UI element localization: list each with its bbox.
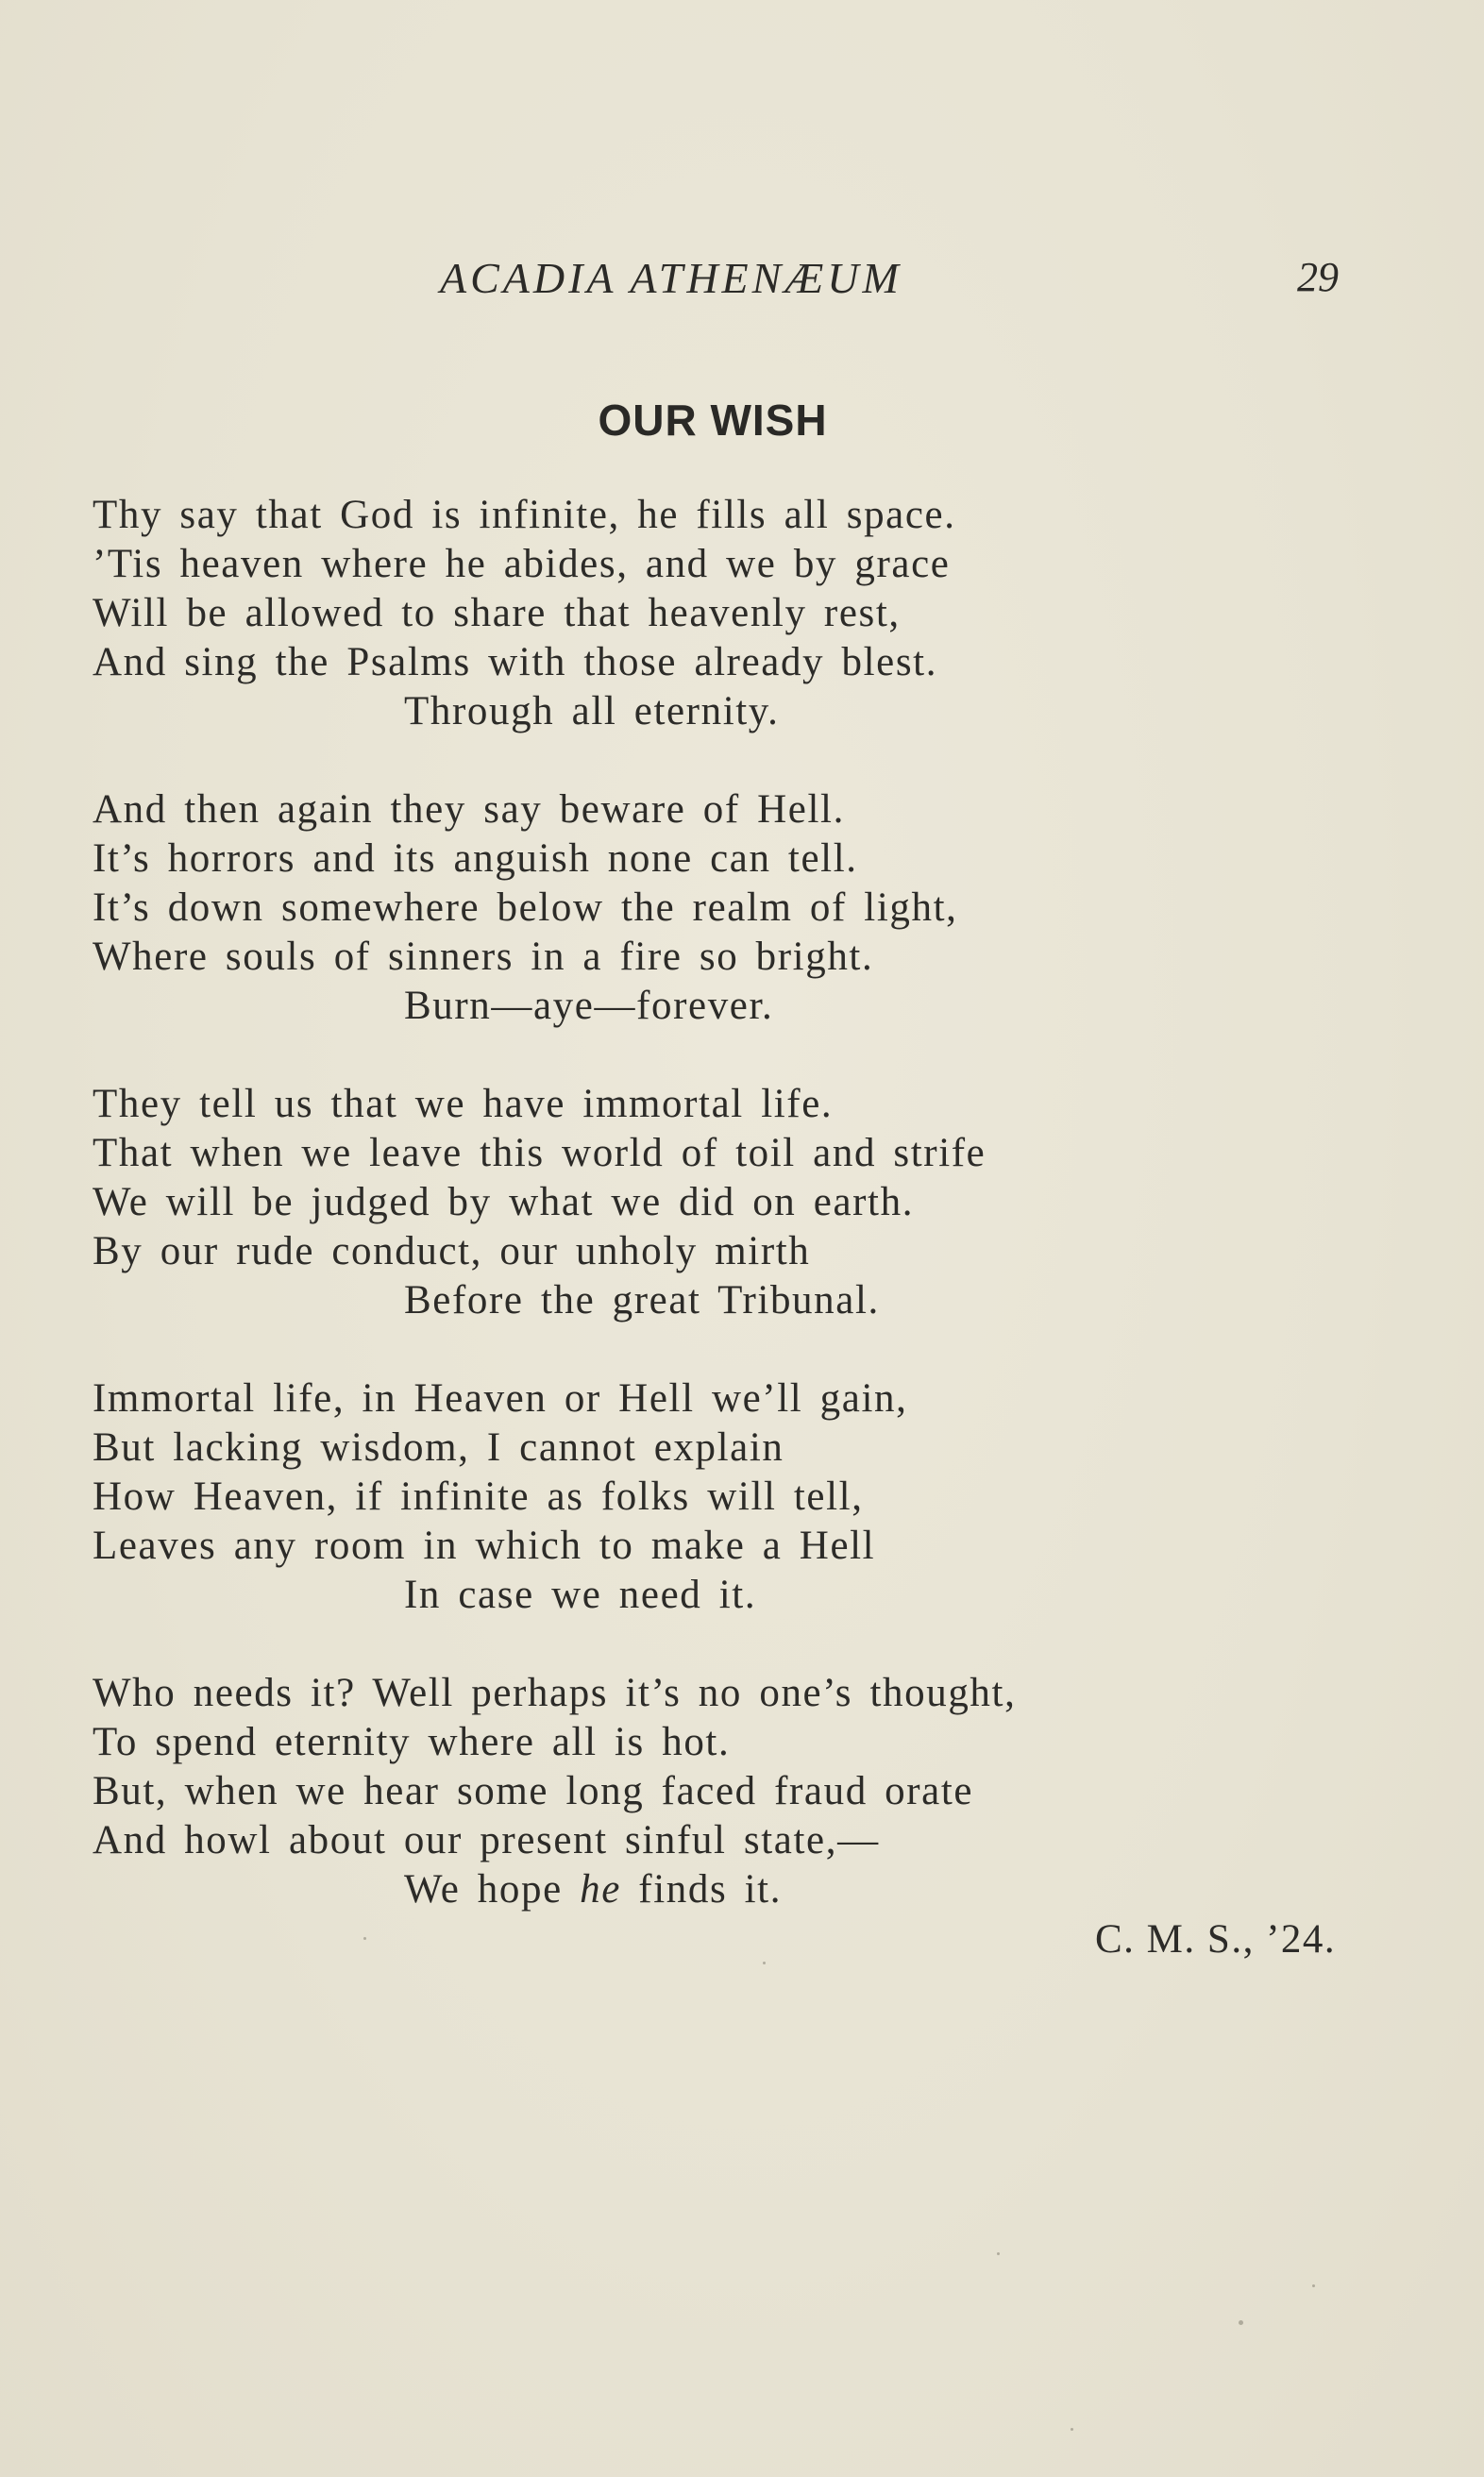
poem-line: But lacking wisdom, I cannot explain <box>93 1425 784 1470</box>
poem-body <box>93 491 1320 1963</box>
refrain-line: Before the great Tribunal. <box>404 1278 880 1323</box>
stanza-5 <box>93 1669 1320 1914</box>
paper-speck <box>363 1937 366 1940</box>
stanza-1 <box>93 491 1320 736</box>
poem-line: It’s down somewhere below the realm of light, <box>93 885 958 930</box>
stanza-3 <box>93 1080 1320 1325</box>
poem-line: ’Tis heaven where he abides, and we by grace <box>93 542 951 586</box>
refrain-after-emphasis: finds it. <box>620 1867 783 1912</box>
poem-line: Leaves any room in which to make a Hell <box>93 1524 876 1568</box>
paper-speck <box>997 2252 1000 2255</box>
poem-line: And howl about our present sinful state,— <box>93 1818 880 1862</box>
refrain-line <box>93 1865 1320 1914</box>
poem-title: OUR WISH <box>598 396 828 445</box>
poem-line: We will be judged by what we did on earth. <box>93 1180 915 1224</box>
poem-line: It’s horrors and its anguish none can tell. <box>93 836 858 881</box>
paper-speck <box>1239 2320 1243 2325</box>
poem-line: By our rude conduct, our unholy mirth <box>93 1229 811 1273</box>
refrain-line: Through all eternity. <box>404 689 780 733</box>
poem-line: To spend eternity where all is hot. <box>93 1720 731 1764</box>
poem-line: They tell us that we have immortal life. <box>93 1082 834 1126</box>
poem-line: And sing the Psalms with those already blest. <box>93 640 938 684</box>
poem-line: Will be allowed to share that heavenly rest, <box>93 591 901 635</box>
page-number: 29 <box>1297 254 1339 300</box>
refrain-line: Burn—aye—forever. <box>404 984 774 1028</box>
paper-speck <box>1312 2284 1315 2287</box>
stanza-2 <box>93 785 1320 1031</box>
journal-title: ACADIA ATHENÆUM <box>440 254 902 302</box>
poem-line: That when we leave this world of toil and strife <box>93 1131 987 1175</box>
paper-speck <box>1071 2428 1073 2431</box>
stanza-4 <box>93 1374 1320 1620</box>
refrain-emphasis: he <box>580 1867 621 1912</box>
poem-line: But, when we hear some long faced fraud orate <box>93 1769 974 1813</box>
poem-line: Where souls of sinners in a fire so bright. <box>93 935 874 979</box>
refrain-before-emphasis: We hope <box>404 1867 581 1912</box>
poem-line: Who needs it? Well perhaps it’s no one’s thought, <box>93 1671 1017 1715</box>
poem-line: Immortal life, in Heaven or Hell we’ll gain, <box>93 1376 908 1421</box>
paper-speck <box>763 1962 766 1964</box>
poem-line: How Heaven, if infinite as folks will tell, <box>93 1474 864 1519</box>
refrain-line: In case we need it. <box>404 1573 757 1617</box>
author-signature: C. M. S., ’24. <box>1095 1917 1337 1962</box>
poem-line: Thy say that God is infinite, he fills all space. <box>93 493 956 537</box>
running-head <box>0 253 1484 310</box>
poem-line: And then again they say beware of Hell. <box>93 787 845 832</box>
